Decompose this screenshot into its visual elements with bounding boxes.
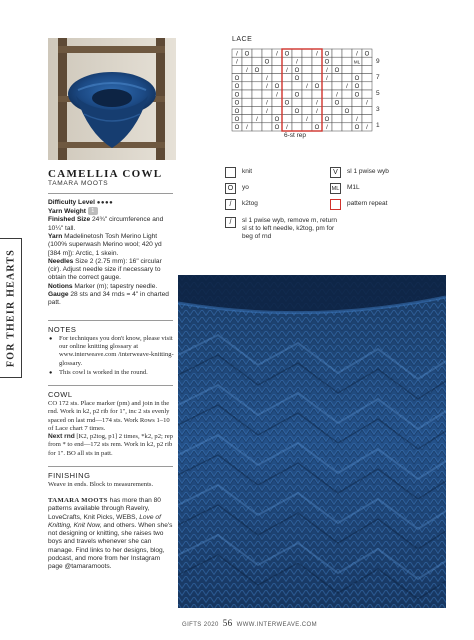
chart-cell [282,74,292,82]
chart-cell [262,90,272,98]
legend-label: M1L [347,184,360,191]
chart-symbol: O [314,125,320,132]
chart-cell [312,90,322,98]
chart-cell [322,82,332,90]
legend-repeat-symbol [330,199,341,210]
chart-symbol: / [256,117,258,123]
chart-symbol: / [266,76,268,82]
chart-cell [272,57,282,65]
legend-yo-symbol: O [225,183,236,194]
chart-cell [292,82,302,90]
chart-cell [362,57,372,65]
chart-row-number: 3 [376,106,380,113]
chart-symbol: O [354,76,360,82]
chart-symbol: O [274,117,280,123]
chart-cell [322,90,332,98]
chart-cell [242,115,252,123]
chart-row-number: 5 [376,90,380,97]
legend-label: k2tog [242,200,258,207]
chart-symbol: O [274,84,280,91]
article-title: CAMELLIA COWL [48,168,163,180]
chart-cell [242,106,252,114]
chart-symbol: / [306,117,308,123]
chart-cell [312,74,322,82]
chart-symbol: / [266,100,268,107]
page-number: 56 [222,618,233,628]
chart-symbol: / [246,67,248,74]
legend-label: knit [242,168,253,175]
chart-row-number: 1 [376,122,380,129]
chart-symbol: O [334,100,340,107]
chart-symbol: O [314,84,320,91]
chart-symbol: O [254,67,260,74]
chart-cell [342,115,352,123]
divider [48,193,173,194]
chart-symbol: / [356,51,358,58]
chart-cell [322,98,332,106]
chart-symbol: O [234,76,240,82]
chart-cell [312,115,322,123]
chart-cell [342,65,352,73]
chart-cell [252,82,262,90]
notes-heading: NOTES [48,325,77,334]
lace-chart [228,46,388,146]
chart-symbol: O [274,125,280,132]
chart-cell [362,65,372,73]
chart-cell [282,106,292,114]
chart-cell [342,98,352,106]
spec-label: Difficulty Level [48,199,95,206]
notes-list [48,335,174,378]
bio-name: TAMARA MOOTS [48,497,108,504]
chart-cell [232,65,242,73]
chart-symbol: / [336,92,338,99]
chart-symbol: / [236,51,238,58]
chart-symbol: / [296,59,298,66]
chart-cell [272,74,282,82]
chart-cell [272,98,282,106]
designer-name: TAMARA MOOTS [48,180,109,187]
chart-symbol: / [326,76,328,82]
chart-cell [282,115,292,123]
chart-symbol: O [294,92,300,99]
chart-symbol: / [286,67,288,74]
chart-symbol: O [354,125,360,132]
chart-cell [362,106,372,114]
knit-detail-photo [178,275,446,608]
chart-cell [292,123,302,131]
chart-cell [332,74,342,82]
repeat-label: 6-st rep [284,132,307,139]
chart-cell [262,115,272,123]
chart-symbol: / [286,125,288,132]
chart-cell [312,65,322,73]
legend-knit-symbol [225,167,236,178]
spec-value: Marker (m); tapestry needle. [74,282,158,290]
chart-cell [302,74,312,82]
legend-label: sl 1 pwise wyb, remove m, return sl st to left needle, k2tog, pm for beg of rnd [242,217,338,240]
chart-cell [362,115,372,123]
chart-cell [342,49,352,57]
chart-cell [332,123,342,131]
cowl-instructions [48,400,176,458]
section-side-tab [0,238,22,378]
chart-symbol: / [326,67,328,74]
chart-symbol: / [246,125,248,132]
legend-label: pattern repeat [347,200,388,207]
spec-value: Madelinetosh Tosh Merino Light (100% superwash Merino wool; 420 yd [384 m]): Arctic, 1 skein. [48,232,162,257]
chart-cell [282,90,292,98]
chart-symbol: O [324,51,330,58]
chart-symbol: / [316,51,318,58]
spec-value: Size 2 (2.75 mm): 16" circular (cir). Adjust needle size if necessary to obtain the correct gauge. [48,257,162,282]
chart-cell [332,115,342,123]
finishing-heading: FINISHING [48,471,91,480]
chart-cell [262,65,272,73]
chart-symbol: O [344,108,350,115]
chart-cell [252,90,262,98]
note-item: ● This cowl is worked in the round. [48,369,174,377]
legend-m1l-symbol: ML [330,183,341,194]
spec-value: 24¾" circumference and 10¼" tall. [48,216,164,232]
chart-cell [272,65,282,73]
chart-cell [332,49,342,57]
chart-symbol: O [294,108,300,115]
chart-symbol: / [346,84,348,91]
chart-symbol: / [316,100,318,107]
chart-symbol: O [334,67,340,74]
pattern-specs [48,199,176,308]
chart-cell [302,98,312,106]
chart-symbol: / [266,84,268,91]
chart-cell [342,123,352,131]
chart-symbol: / [366,100,368,107]
chart-symbol: / [236,59,238,66]
chart-symbol: / [276,92,278,99]
chart-symbol: O [354,92,360,99]
next-rnd-label: Next rnd [48,433,75,441]
chart-symbol: O [234,92,240,99]
chart-cell [282,82,292,90]
cowl-on-ladder-photo [48,38,176,160]
chart-cell [332,82,342,90]
chart-cell [252,106,262,114]
chart-cell [312,57,322,65]
bio-text: has more than 80 patterns available through Ravelry, LoveCrafts, Knit Picks, WEBS, [48,497,161,521]
divider [48,466,173,467]
legend-label: sl 1 pwise wyb [347,168,389,175]
spec-value: 28 sts and 34 rnds = 4" in charted patt. [48,291,169,307]
chart-symbol: O [234,108,240,115]
chart-cell [362,90,372,98]
finishing-text: Weave in ends. Block to measurements. [48,481,154,488]
chart-symbol: O [264,59,270,66]
chart-symbol: O [324,59,330,66]
legend-k2tog-symbol: / [225,199,236,210]
chart-cell [362,74,372,82]
chart-symbol: / [316,108,318,115]
chart-cell [252,49,262,57]
chart-symbol: O [234,84,240,91]
chart-cell [332,57,342,65]
chart-symbol: O [284,51,290,58]
chart-symbol: O [324,117,330,123]
chart-row-number: 9 [376,58,380,65]
legend-label: yo [242,184,249,191]
bio-italic: Love of Knitting, Knit Now, [48,513,161,529]
chart-cell [302,65,312,73]
chart-symbol: O [364,51,370,58]
chart-cell [262,123,272,131]
chart-symbol: / [356,117,358,123]
designer-bio [48,497,176,572]
chart-cell [352,98,362,106]
chart-cell [362,82,372,90]
bio-text: and others. When she's not designing or knitting, she raises two boys and travels whenever she can manage. Find links to her designs, blog, podcast, and more from her Instagram page @tamaramoots. [48,521,173,571]
chart-cell [352,65,362,73]
divider [48,320,173,321]
chart-cell [342,90,352,98]
chart-cell [242,98,252,106]
chart-symbol: ML [353,59,361,65]
chart-cell [302,49,312,57]
chart-symbol: / [266,108,268,115]
chart-title: LACE [232,36,253,43]
spec-label: Needles [48,257,74,265]
footer-issue: GIFTS 2020 [182,622,219,628]
chart-symbol: / [306,84,308,91]
yarn-weight-icon: 1 [88,207,98,215]
difficulty-dots-icon: ●●●● [96,200,114,206]
chart-cell [242,57,252,65]
footer-site: WWW.INTERWEAVE.COM [236,622,317,628]
chart-cell [342,74,352,82]
chart-symbol: O [294,76,300,82]
chart-cell [282,57,292,65]
chart-symbol: O [234,100,240,107]
spec-label: Yarn [48,232,63,240]
chart-symbol: / [366,125,368,132]
chart-symbol: O [234,117,240,123]
chart-cell [302,90,312,98]
spec-label: Gauge [48,291,69,299]
chart-cell [242,82,252,90]
chart-cell [292,98,302,106]
spec-label: Finished Size [48,216,91,224]
chart-cell [292,49,302,57]
chart-symbol: O [234,125,240,132]
cowl-para: CO 172 sts. Place marker (pm) and join in the rnd. Work in k2, p2 rib for 1", inc 2 sts evenly spaced on last rnd—174 sts. Work Rows 1–10 of Lace chart 7 times. [48,400,170,432]
chart-symbol: O [294,67,300,74]
chart-cell [302,106,312,114]
cowl-para: [K2, p2tog, p1] 2 times, *k2, p2; rep from * to end—172 sts rem. Work in k2, p2 rib for 1". BO all sts in patt. [48,433,173,457]
chart-cell [272,106,282,114]
chart-row-number: 7 [376,74,380,81]
chart-cell [242,74,252,82]
chart-cell [292,115,302,123]
chart-cell [252,98,262,106]
chart-cell [352,106,362,114]
page-footer [182,618,317,628]
chart-symbol: / [326,125,328,132]
chart-cell [262,49,272,57]
section-side-tab-label: FOR THEIR HEARTS [5,248,16,368]
chart-cell [252,57,262,65]
chart-symbol: O [284,100,290,107]
note-item: ● For techniques you don't know, please visit our online knitting glossary at www.interweave.com /interweave-knitting-glossary. [48,335,174,368]
spec-label: Yarn Weight [48,208,86,216]
legend-slip-symbol: V [330,167,341,178]
chart-cell [252,74,262,82]
chart-cell [342,57,352,65]
chart-cell [242,90,252,98]
chart-cell [302,123,312,131]
chart-cell [332,106,342,114]
chart-cell [322,106,332,114]
divider [48,385,173,386]
chart-symbol: O [354,84,360,91]
spec-label: Notions [48,282,73,290]
cowl-heading: COWL [48,390,73,399]
chart-cell [302,57,312,65]
legend-special-k2tog-symbol: / [225,217,236,228]
chart-cell [252,123,262,131]
chart-symbol: O [244,51,250,58]
chart-symbol: / [276,51,278,58]
